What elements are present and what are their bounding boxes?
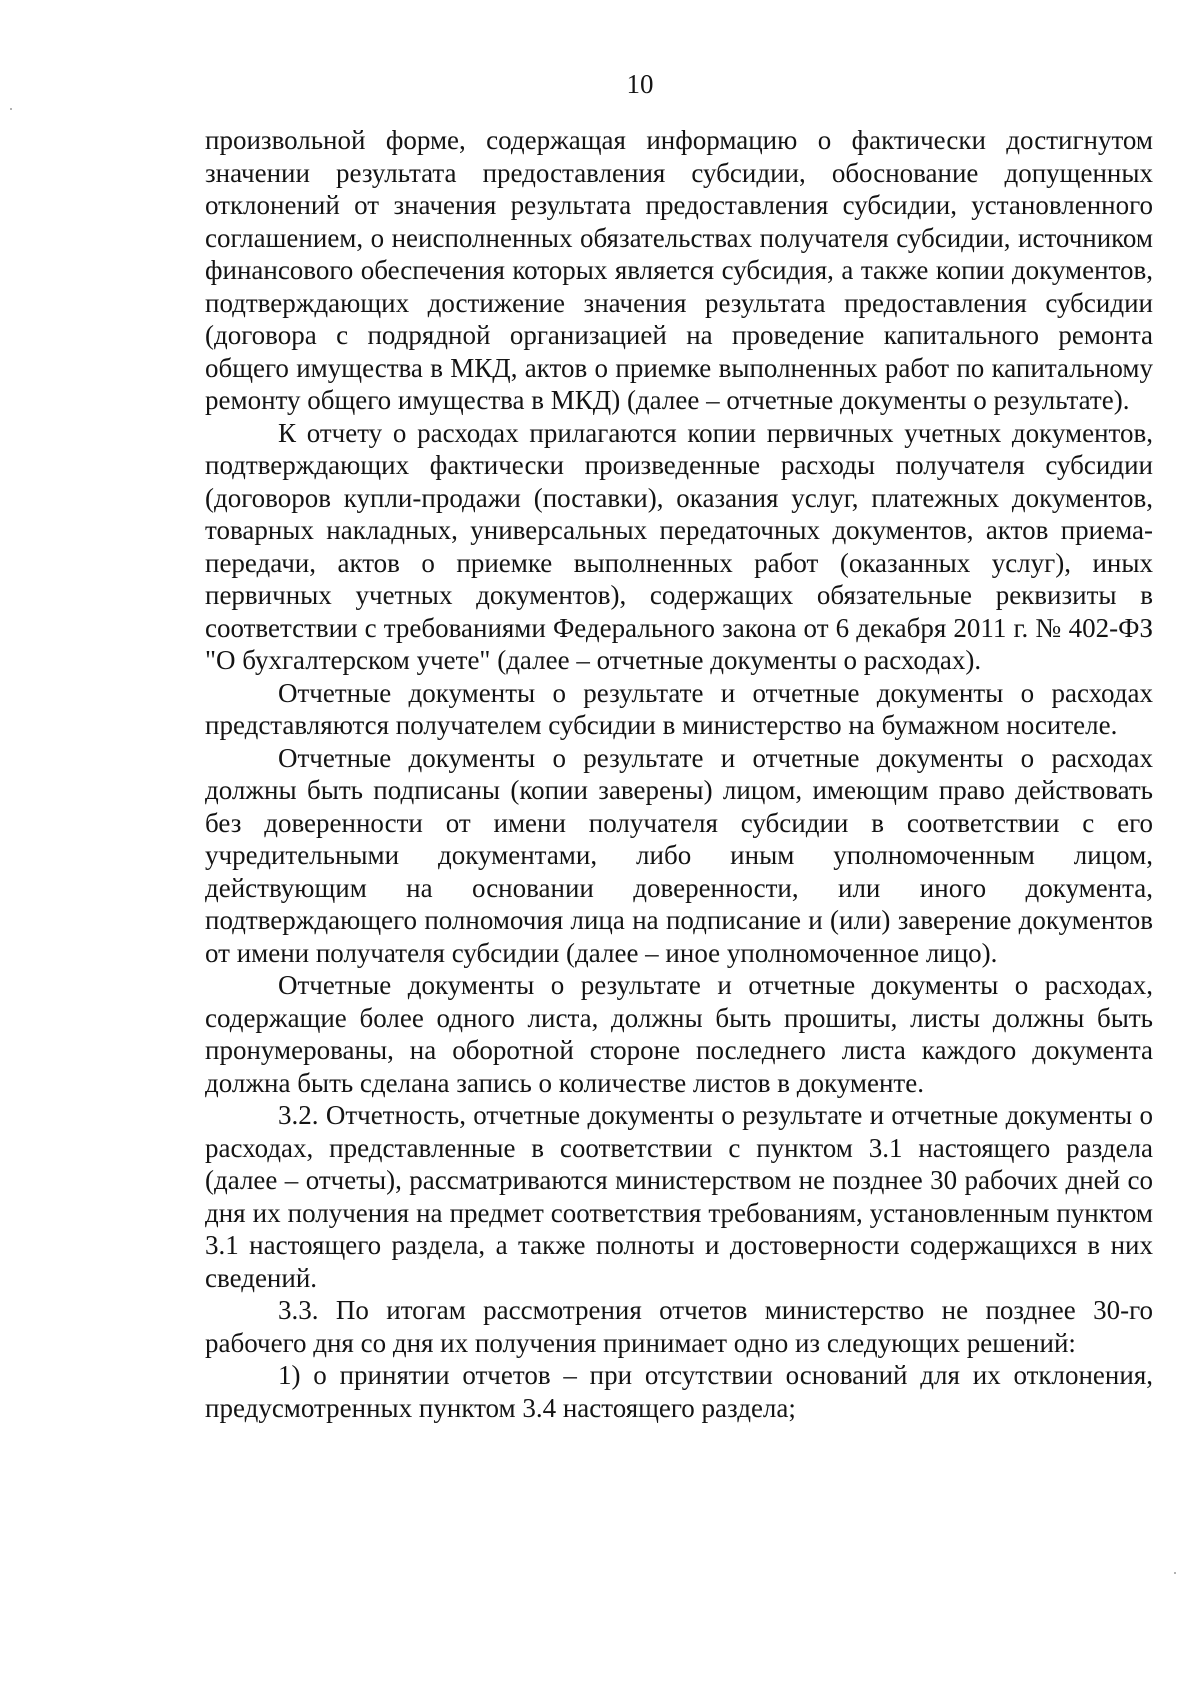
paragraph: К отчету о расходах прилагаются копии первичных учетных документов, подтверждающих фактически произведенные расходы получателя субсидии (договоров купли-продажи (поставки), оказания услуг, платежных документов, товарных накладных, универсальных передаточных документов, актов приема-передачи, актов о приемке выполненных работ (оказанных услуг), иных первичных учетных документов), содержащих обязательные реквизиты в соответствии с требованиями Федерального закона от 6 декабря 2011 г. № 402-ФЗ "О бухгалтерском учете" (далее – отчетные документы о расходах). bbox=[205, 417, 1153, 675]
scan-artifact bbox=[1174, 1572, 1176, 1574]
page-number: 10 bbox=[626, 69, 654, 99]
paragraph: произвольной форме, содержащая информацию о фактически достигнутом значении результата предоставления субсидии, обоснование допущенных отклонений от значения результата предоставления субсидии, установленного соглашением, о неисполненных обязательствах получателя субсидии, источником финансового обеспечения которых является субсидия, а также копии документов, подтверждающих достижение значения результата предоставления субсидии (договора с подрядной организацией на проведение капитального ремонта общего имущества в МКД, актов о приемке выполненных работ по капитальному ремонту общего имущества в МКД) (далее – отчетные документы о результате). bbox=[205, 125, 1153, 415]
paragraph: Отчетные документы о результате и отчетные документы о расходах представляются получателем субсидии в министерство на бумажном носителе. bbox=[205, 677, 1153, 740]
section-3-2-paragraph: 3.2. Отчетность, отчетные документы о результате и отчетные документы о расходах, представленные в соответствии с пунктом 3.1 настоящего раздела (далее – отчеты), рассматриваются министерством не позднее 30 рабочих дней со дня их получения на предмет соответствия требованиям, установленным пунктом 3.1 настоящего раздела, а также полноты и достоверности содержащихся в них сведений. bbox=[205, 1100, 1153, 1293]
list-item: 1) о принятии отчетов – при отсутствии оснований для их отклонения, предусмотренных пунктом 3.4 настоящего раздела; bbox=[205, 1360, 1153, 1423]
document-body bbox=[205, 124, 1153, 1424]
paragraph: Отчетные документы о результате и отчетные документы о расходах, содержащие более одного листа, должны быть прошиты, листы должны быть пронумерованы, на оборотной стороне последнего листа каждого документа должна быть сделана запись о количестве листов в документе. bbox=[205, 970, 1153, 1098]
scan-artifact bbox=[10, 108, 12, 110]
paragraph: Отчетные документы о результате и отчетные документы о расходах должны быть подписаны (копии заверены) лицом, имеющим право действовать без доверенности от имени получателя субсидии в соответствии с его учредительными документами, либо иным уполномоченным лицом, действующим на основании доверенности, или иного документа, подтверждающего полномочия лица на подписание и (или) заверение документов от имени получателя субсидии (далее – иное уполномоченное лицо). bbox=[205, 742, 1153, 968]
section-3-3-paragraph: 3.3. По итогам рассмотрения отчетов министерство не позднее 30-го рабочего дня со дня их получения принимает одно из следующих решений: bbox=[205, 1295, 1153, 1358]
